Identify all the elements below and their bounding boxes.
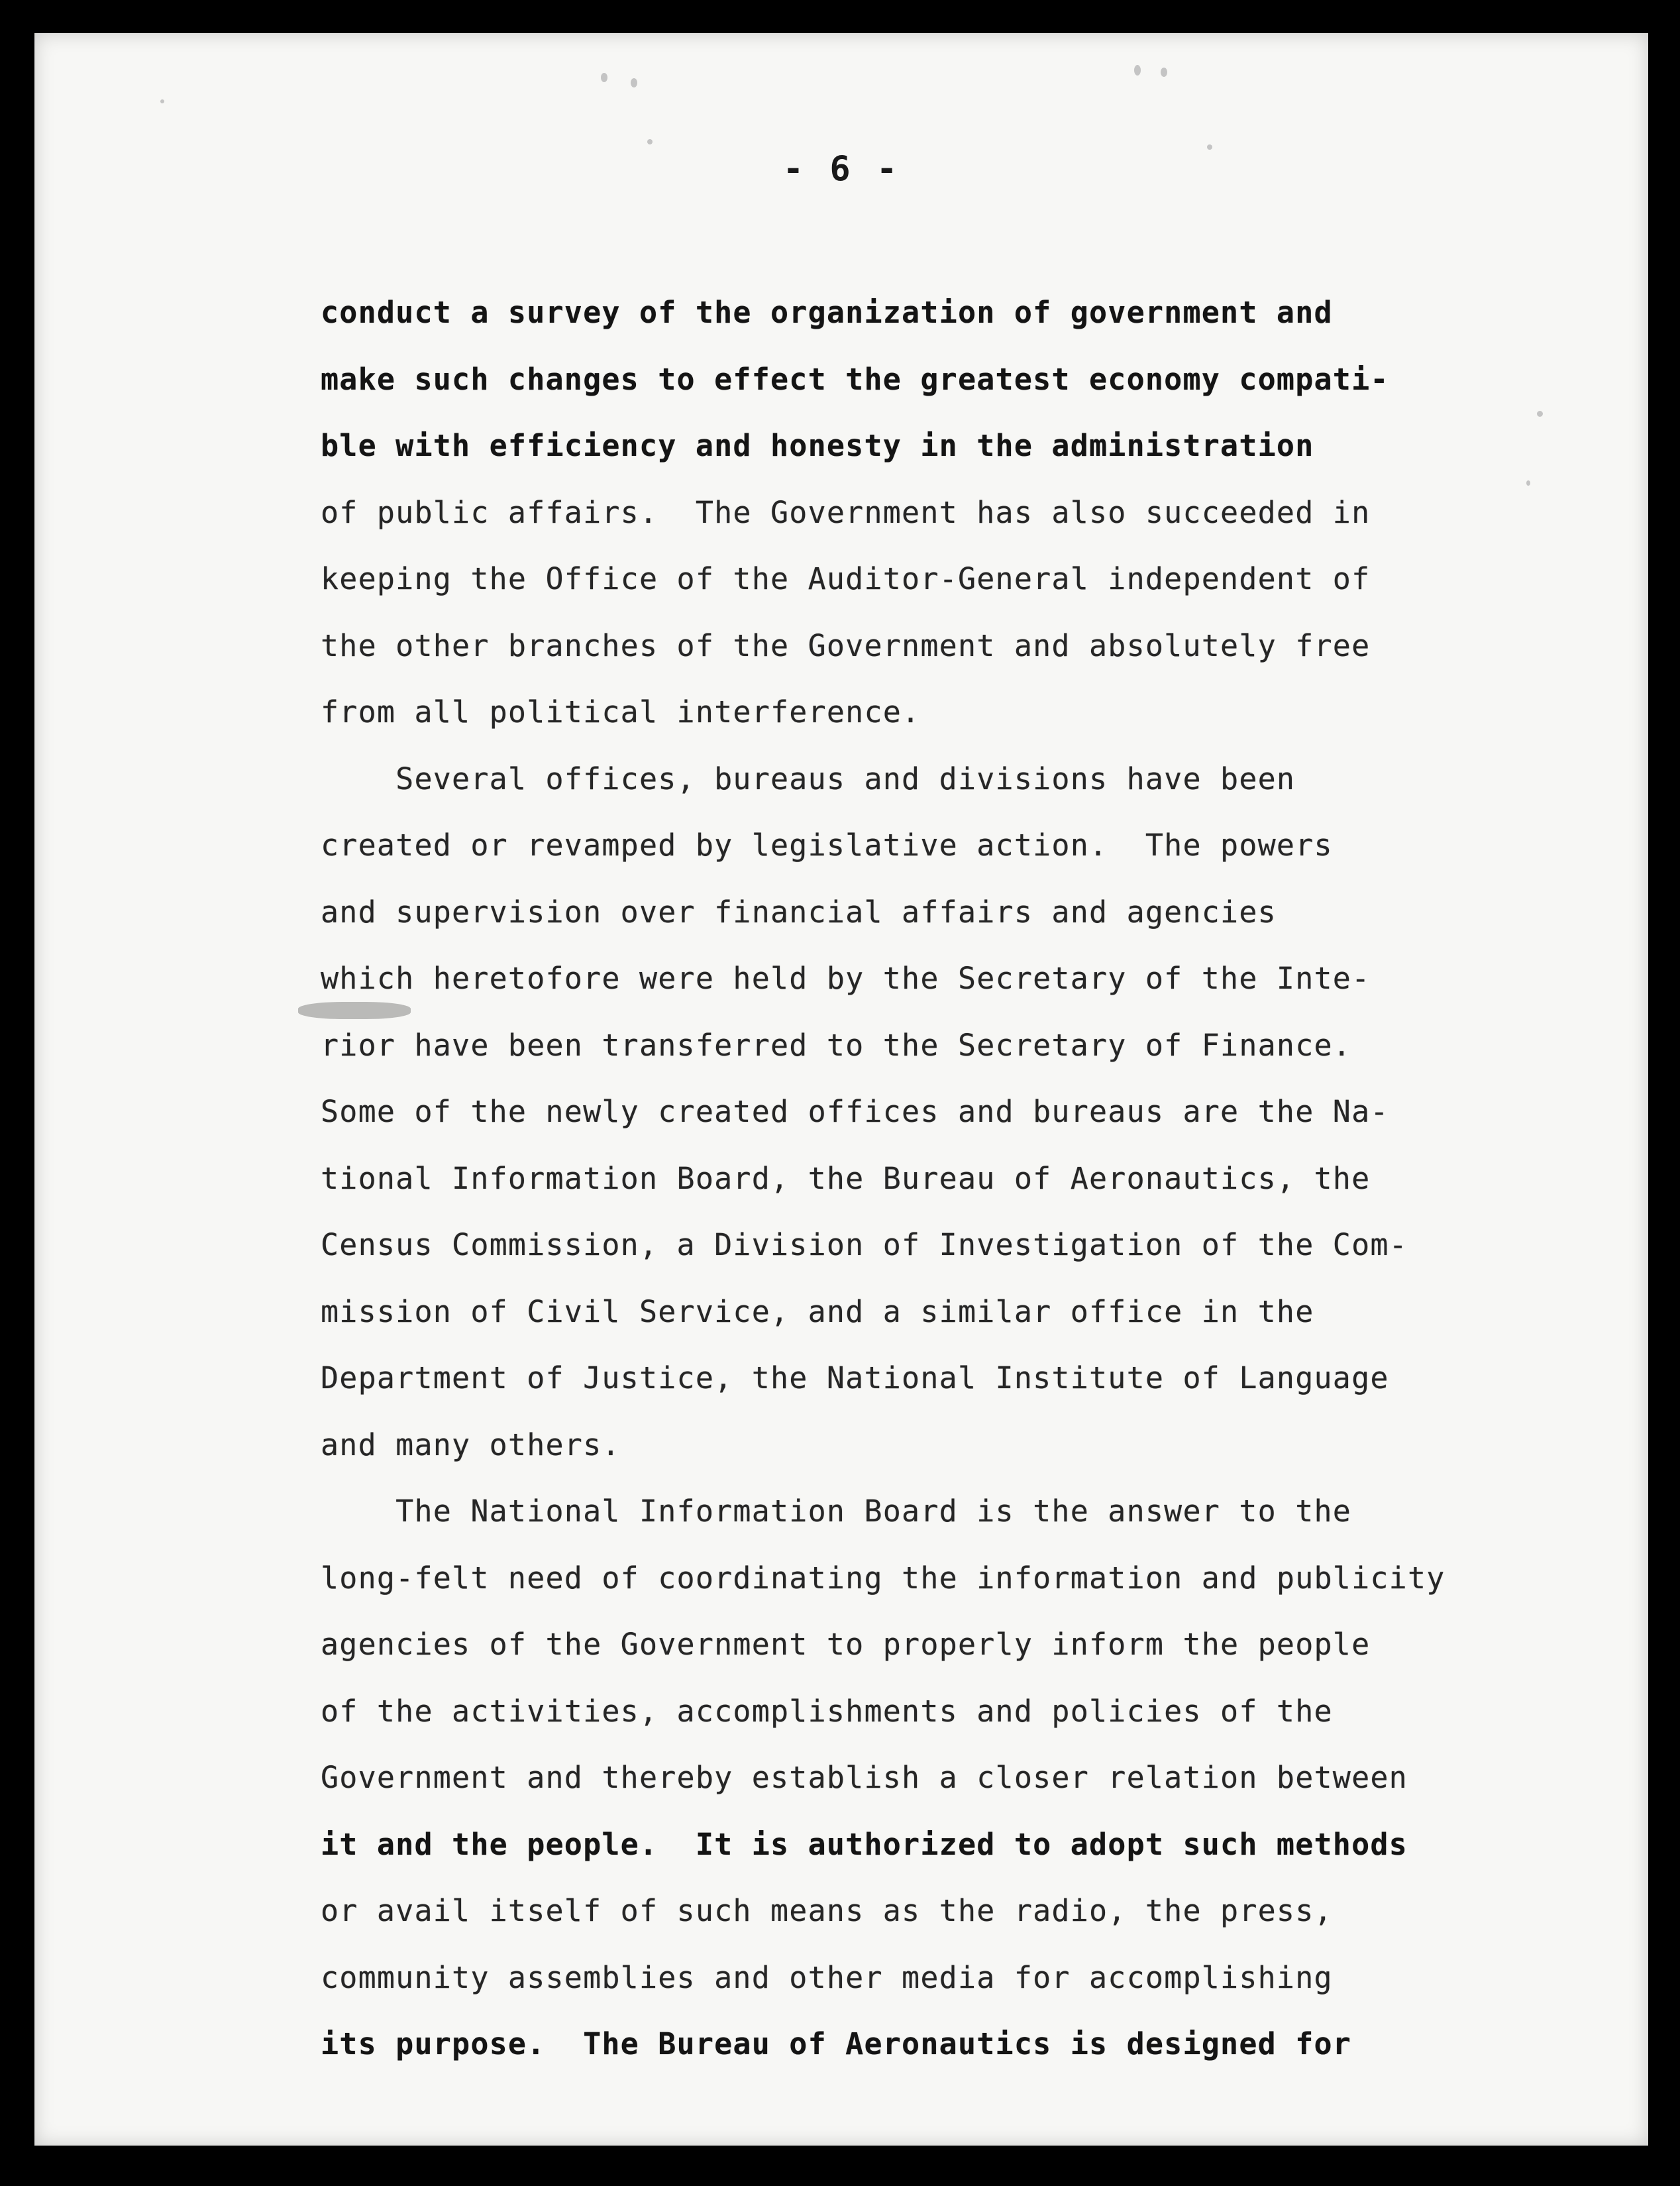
document-page	[34, 33, 1648, 2146]
speck-mark	[1161, 68, 1167, 77]
text-line: conduct a survey of the organization of government and	[321, 295, 1333, 330]
text-line: agencies of the Government to properly inform the people	[321, 1627, 1371, 1662]
page-number: - 6 -	[782, 149, 900, 189]
speck-mark	[647, 139, 653, 144]
text-line: tional Information Board, the Bureau of Aeronautics, the	[321, 1160, 1371, 1196]
speck-mark	[631, 78, 637, 87]
text-line: The National Information Board is the answer to the	[321, 1494, 1352, 1529]
text-line: Department of Justice, the National Institute of Language	[321, 1360, 1389, 1395]
text-line: ble with efficiency and honesty in the administration	[321, 428, 1314, 463]
text-line: created or revamped by legislative action. The powers	[321, 828, 1333, 863]
text-line: mission of Civil Service, and a similar office in the	[321, 1293, 1314, 1329]
text-line: Government and thereby establish a closer relation between	[321, 1760, 1408, 1795]
text-line: Several offices, bureaus and divisions have been	[321, 761, 1296, 796]
text-line: keeping the Office of the Auditor-General independent of	[321, 561, 1371, 596]
text-line: Some of the newly created offices and bureaus are the Na-	[321, 1094, 1389, 1129]
text-line: which heretofore were held by the Secretary of the Inte-	[321, 961, 1371, 996]
speck-mark	[160, 99, 164, 103]
text-line: or avail itself of such means as the radio, the press,	[321, 1893, 1333, 1928]
text-line: it and the people. It is authorized to adopt such methods	[321, 1826, 1408, 1862]
text-line: Census Commission, a Division of Investigation of the Com-	[321, 1227, 1408, 1262]
text-line: and supervision over financial affairs and agencies	[321, 894, 1277, 930]
text-line: the other branches of the Government and absolutely free	[321, 628, 1371, 663]
text-line: make such changes to effect the greatest economy compati-	[321, 361, 1389, 397]
text-line: and many others.	[321, 1427, 621, 1462]
speck-mark	[1134, 65, 1141, 76]
text-line: rior have been transferred to the Secretary of Finance.	[321, 1027, 1352, 1063]
speck-mark	[601, 73, 607, 82]
text-line: its purpose. The Bureau of Aeronautics is designed for	[321, 2026, 1352, 2061]
text-line: of public affairs. The Government has also succeeded in	[321, 494, 1371, 530]
text-line: of the activities, accomplishments and policies of the	[321, 1693, 1333, 1729]
body-text	[321, 280, 1593, 2078]
text-line: long-felt need of coordinating the information and publicity	[321, 1560, 1445, 1596]
text-line: from all political interference.	[321, 694, 921, 730]
text-line: community assemblies and other media for accomplishing	[321, 1959, 1333, 1995]
